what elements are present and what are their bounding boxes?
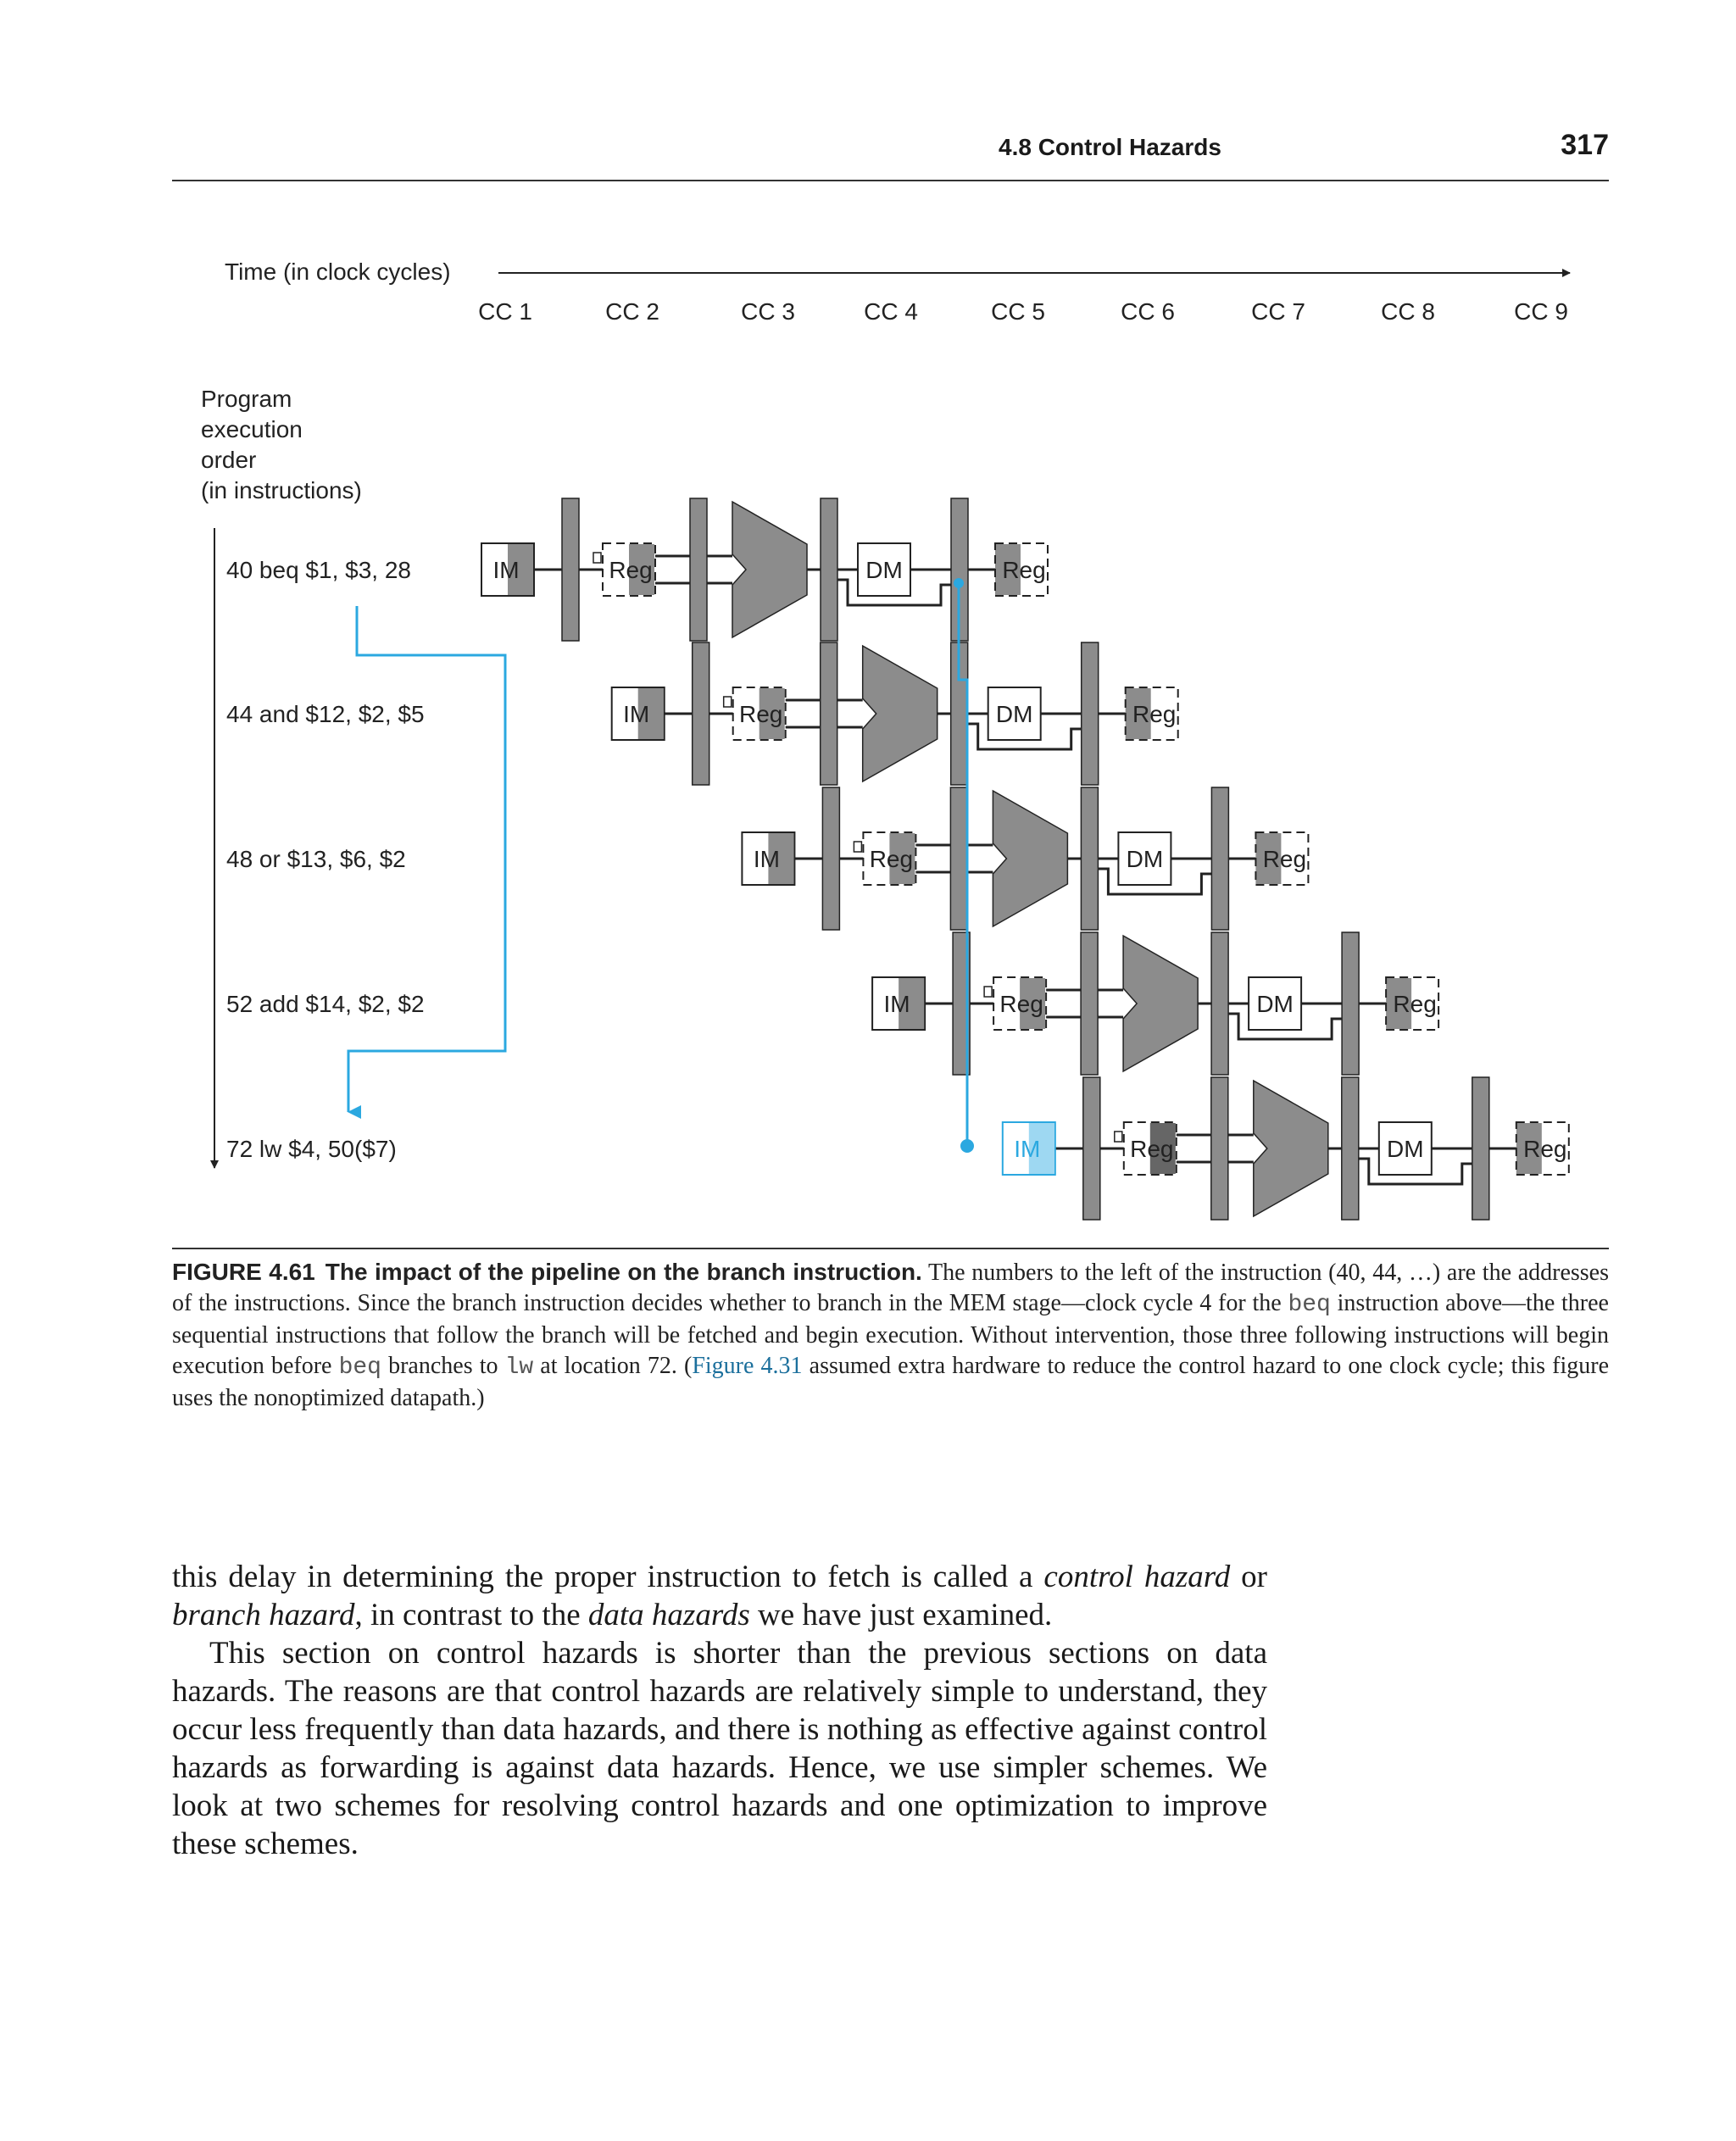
section-title: 4.8 Control Hazards <box>999 134 1221 160</box>
branch-decision-dot-top <box>954 578 964 588</box>
pipeline-register-3 <box>1342 1077 1359 1220</box>
reg-read-label: Reg <box>999 991 1043 1017</box>
caption-code-beq-2: beq <box>338 1354 381 1381</box>
body-paragraph-1 <box>172 1558 1267 1634</box>
figure-caption <box>172 1258 1609 1414</box>
order-label-line-3: order <box>201 447 257 473</box>
reg-read-label: Reg <box>869 846 914 872</box>
pipeline-register-2 <box>1081 932 1098 1075</box>
cc-label-2: CC 2 <box>605 298 659 325</box>
caption-text-4: at location 72. ( <box>533 1353 693 1379</box>
im-label: IM <box>1014 1136 1041 1162</box>
cc-label-1: CC 1 <box>478 298 532 325</box>
alu <box>863 646 938 781</box>
caption-text-2: instruction above—the three sequential instructions that follow the branch will be fetched and begin execution. Without intervention, those three following instructions will begin execution before <box>172 1290 1609 1379</box>
dm-label: DM <box>1387 1136 1424 1162</box>
p1-text-g: we have just examined. <box>749 1598 1053 1632</box>
cc-label-6: CC 6 <box>1121 298 1175 325</box>
reg-write-label: Reg <box>1393 991 1437 1017</box>
alu <box>993 791 1067 926</box>
register-write-port <box>1115 1132 1122 1142</box>
alu <box>1254 1081 1328 1216</box>
pipeline-register-2 <box>1211 1077 1228 1220</box>
im-label: IM <box>883 991 910 1017</box>
dm-label: DM <box>1126 846 1164 872</box>
order-label-line-4: (in instructions) <box>201 477 362 503</box>
term-control-hazard: control hazard <box>1043 1560 1231 1594</box>
reg-read-label: Reg <box>739 701 783 727</box>
pipeline-register-4 <box>1082 642 1099 785</box>
reg-write-label: Reg <box>1002 557 1046 583</box>
program-order-label <box>201 386 362 503</box>
term-data-hazards: data hazards <box>587 1598 750 1632</box>
pipeline-register-4 <box>1342 932 1359 1075</box>
alu <box>732 502 807 637</box>
pipeline-register-2 <box>950 787 967 930</box>
order-label-line-2: execution <box>201 416 303 442</box>
body-text <box>172 1558 1267 1863</box>
pipeline-register-4 <box>1211 787 1228 930</box>
pipeline-rows <box>481 498 1569 1220</box>
pipeline-register-1 <box>1083 1077 1100 1220</box>
figure-rule <box>172 1248 1609 1249</box>
pipeline-register-3 <box>821 498 837 641</box>
term-branch-hazard: branch hazard <box>172 1598 355 1632</box>
figure-title: The impact of the pipeline on the branch instruction. <box>325 1259 922 1285</box>
instruction-label-4: 52 add $14, $2, $2 <box>226 991 425 1017</box>
cc-label-7: CC 7 <box>1251 298 1305 325</box>
cc-label-8: CC 8 <box>1381 298 1435 325</box>
reg-read-label: Reg <box>609 557 653 583</box>
pipeline-register-2 <box>690 498 707 641</box>
caption-code-beq-1: beq <box>1288 1292 1331 1318</box>
p1-text-a: this delay in determining the proper instruction to fetch is called a <box>172 1560 1044 1594</box>
im-label: IM <box>753 846 780 872</box>
cc-label-4: CC 4 <box>864 298 918 325</box>
pipeline-register-4 <box>1472 1077 1489 1220</box>
reg-write-label: Reg <box>1523 1136 1567 1162</box>
caption-code-lw: lw <box>504 1354 534 1381</box>
p1-text-c: or <box>1230 1560 1267 1594</box>
branch-decision-dot-bottom <box>960 1139 974 1153</box>
body-paragraph-2: This section on control hazards is shorter than the previous sections on data hazards. The reasons are that control hazards are relatively simple to understand, they occur less frequently than data hazards, and there is nothing as effective against control hazards as forwarding is against data hazards. Hence, we use simpler schemes. We look at two schemes for resolving control hazards and one optimization to improve these schemes. <box>172 1636 1267 1861</box>
caption-text-5: assumed extra hardware to reduce the control hazard to one clock cycle; this figure uses the nonoptimized datapath.) <box>172 1353 1610 1411</box>
register-write-port <box>984 987 992 997</box>
pipeline-register-2 <box>821 642 837 785</box>
order-label-line-1: Program <box>201 386 292 412</box>
pipeline-register-1 <box>562 498 579 641</box>
register-write-port <box>724 697 732 707</box>
reg-write-label: Reg <box>1132 701 1177 727</box>
register-write-port <box>593 553 601 563</box>
dm-label: DM <box>995 701 1033 727</box>
p1-text-e: , in contrast to the <box>354 1598 588 1632</box>
pipeline-row-3 <box>742 787 1308 930</box>
pipeline-register-1 <box>693 642 709 785</box>
pipeline-row-4 <box>872 932 1438 1075</box>
figure-4-31-link[interactable]: Figure 4.31 <box>692 1353 803 1379</box>
instruction-label-1: 40 beq $1, $3, 28 <box>226 557 411 583</box>
pipeline-register-3 <box>1211 932 1228 1075</box>
clock-cycle-labels <box>478 298 1568 325</box>
cc-label-5: CC 5 <box>991 298 1045 325</box>
caption-text-3: branches to <box>381 1353 505 1379</box>
pipeline-row-2 <box>612 642 1178 785</box>
reg-read-label: Reg <box>1130 1136 1174 1162</box>
instruction-label-3: 48 or $13, $6, $2 <box>226 846 406 872</box>
im-label: IM <box>623 701 650 727</box>
reg-write-label: Reg <box>1262 846 1307 872</box>
time-axis-label: Time (in clock cycles) <box>225 259 451 285</box>
instruction-label-2: 44 and $12, $2, $5 <box>226 701 425 727</box>
figure-label: FIGURE 4.61 <box>172 1259 315 1285</box>
instruction-labels <box>226 557 425 1162</box>
pipeline-row-1 <box>481 498 1048 641</box>
cc-label-9: CC 9 <box>1514 298 1568 325</box>
dm-label: DM <box>1256 991 1294 1017</box>
instruction-label-5: 72 lw $4, 50($7) <box>226 1136 397 1162</box>
pipeline-register-3 <box>1081 787 1098 930</box>
dm-label: DM <box>865 557 903 583</box>
pipeline-register-1 <box>822 787 839 930</box>
pipeline-row-5 <box>1003 1077 1569 1220</box>
page-number: 317 <box>1561 129 1609 161</box>
cc-label-3: CC 3 <box>741 298 795 325</box>
caption-text-1: The numbers to the left of the instruction (40, 44, …) are the addresses of the instructions. Since the branch instruction decides whether to branch in the MEM stage—clock cycle 4 for the <box>172 1260 1609 1316</box>
im-label: IM <box>492 557 520 583</box>
alu <box>1123 936 1198 1071</box>
register-write-port <box>854 842 861 852</box>
